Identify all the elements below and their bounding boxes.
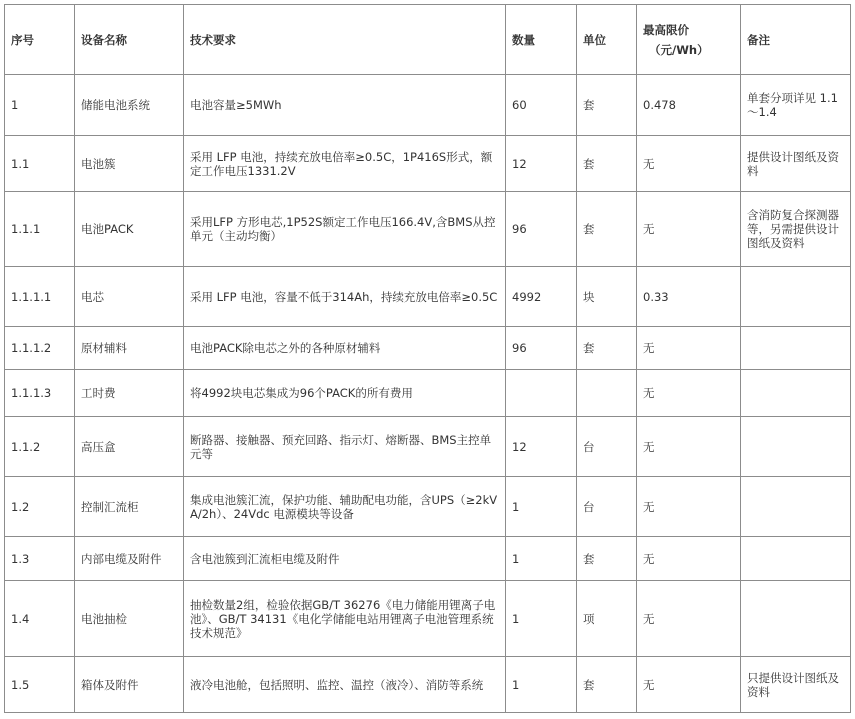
cell-note: 含消防复合探测器等，另需提供设计图纸及资料 [741, 192, 851, 267]
cell-note: 只提供设计图纸及资料 [741, 657, 851, 713]
cell-spec: 液冷电池舱，包括照明、监控、温控（液冷）、消防等系统 [184, 657, 506, 713]
cell-note [741, 477, 851, 537]
cell-note [741, 267, 851, 327]
header-price [637, 5, 741, 75]
cell-spec: 采用LFP 方形电芯,1P52S额定工作电压166.4V,含BMS从控单元（主动均衡） [184, 192, 506, 267]
cell-note: 提供设计图纸及资料 [741, 136, 851, 192]
cell-price: 0.33 [637, 267, 741, 327]
table-row [5, 581, 851, 657]
cell-spec: 集成电池簇汇流，保护功能、辅助配电功能，含UPS（≥2kVA/2h）、24Vdc 电源模块等设备 [184, 477, 506, 537]
cell-price: 无 [637, 370, 741, 417]
cell-spec: 电池容量≥5MWh [184, 75, 506, 136]
cell-unit: 项 [577, 581, 637, 657]
table-row [5, 477, 851, 537]
cell-note [741, 581, 851, 657]
cell-price: 无 [637, 417, 741, 477]
cell-name: 电池簇 [75, 136, 184, 192]
cell-qty: 1 [506, 537, 577, 581]
cell-name: 电池抽检 [75, 581, 184, 657]
cell-unit: 块 [577, 267, 637, 327]
cell-price: 无 [637, 477, 741, 537]
cell-name: 工时费 [75, 370, 184, 417]
cell-unit: 套 [577, 327, 637, 370]
cell-seq: 1.2 [5, 477, 75, 537]
cell-spec: 采用 LFP 电池，容量不低于314Ah，持续充放电倍率≥0.5C [184, 267, 506, 327]
cell-qty: 1 [506, 657, 577, 713]
header-row [5, 5, 851, 75]
table-row [5, 417, 851, 477]
cell-price: 无 [637, 327, 741, 370]
cell-unit: 套 [577, 136, 637, 192]
header-spec: 技术要求 [184, 5, 506, 75]
cell-seq: 1.1.1.2 [5, 327, 75, 370]
cell-seq: 1.1.1 [5, 192, 75, 267]
cell-unit: 套 [577, 657, 637, 713]
cell-name: 储能电池系统 [75, 75, 184, 136]
cell-qty: 1 [506, 581, 577, 657]
cell-name: 箱体及附件 [75, 657, 184, 713]
cell-name: 电池PACK [75, 192, 184, 267]
table-row [5, 657, 851, 713]
cell-name: 高压盒 [75, 417, 184, 477]
cell-spec: 含电池簇到汇流柜电缆及附件 [184, 537, 506, 581]
cell-seq: 1 [5, 75, 75, 136]
cell-seq: 1.1 [5, 136, 75, 192]
cell-name: 电芯 [75, 267, 184, 327]
cell-spec: 抽检数量2组，检验依据GB/T 36276《电力储能用锂离子电池》、GB/T 34131《电化学储能电站用锂离子电池管理系统技术规范》 [184, 581, 506, 657]
cell-spec: 采用 LFP 电池，持续充放电倍率≥0.5C，1P416S形式，额定工作电压1331.2V [184, 136, 506, 192]
table-row [5, 370, 851, 417]
cell-note [741, 537, 851, 581]
header-unit: 单位 [577, 5, 637, 75]
cell-spec: 将4992块电芯集成为96个PACK的所有费用 [184, 370, 506, 417]
cell-qty [506, 370, 577, 417]
cell-seq: 1.1.1.1 [5, 267, 75, 327]
cell-qty: 1 [506, 477, 577, 537]
equipment-spec-table [4, 4, 851, 713]
cell-seq: 1.1.1.3 [5, 370, 75, 417]
table-row [5, 75, 851, 136]
table-row [5, 537, 851, 581]
header-name: 设备名称 [75, 5, 184, 75]
cell-price: 无 [637, 581, 741, 657]
cell-qty: 12 [506, 417, 577, 477]
table-row [5, 136, 851, 192]
table-row [5, 327, 851, 370]
cell-name: 内部电缆及附件 [75, 537, 184, 581]
cell-spec: 电池PACK除电芯之外的各种原材辅料 [184, 327, 506, 370]
cell-qty: 4992 [506, 267, 577, 327]
cell-price: 无 [637, 657, 741, 713]
cell-price: 无 [637, 537, 741, 581]
cell-spec: 断路器、接触器、预充回路、指示灯、熔断器、BMS主控单元等 [184, 417, 506, 477]
header-note: 备注 [741, 5, 851, 75]
cell-qty: 60 [506, 75, 577, 136]
table-row [5, 192, 851, 267]
cell-note [741, 370, 851, 417]
cell-seq: 1.3 [5, 537, 75, 581]
cell-note: 单套分项详见 1.1～1.4 [741, 75, 851, 136]
cell-unit: 台 [577, 477, 637, 537]
cell-seq: 1.1.2 [5, 417, 75, 477]
cell-price: 无 [637, 192, 741, 267]
header-qty: 数量 [506, 5, 577, 75]
cell-unit: 套 [577, 192, 637, 267]
cell-seq: 1.5 [5, 657, 75, 713]
cell-price: 无 [637, 136, 741, 192]
cell-note [741, 417, 851, 477]
cell-price: 0.478 [637, 75, 741, 136]
cell-qty: 96 [506, 192, 577, 267]
cell-seq: 1.4 [5, 581, 75, 657]
cell-unit: 套 [577, 75, 637, 136]
cell-unit: 台 [577, 417, 637, 477]
header-price-unit: （元/Wh） [649, 42, 709, 57]
cell-unit [577, 370, 637, 417]
cell-unit: 套 [577, 537, 637, 581]
cell-name: 控制汇流柜 [75, 477, 184, 537]
table-row [5, 267, 851, 327]
cell-name: 原材辅料 [75, 327, 184, 370]
cell-qty: 12 [506, 136, 577, 192]
header-price-label: 最高限价 [643, 22, 689, 37]
header-seq: 序号 [5, 5, 75, 75]
cell-qty: 96 [506, 327, 577, 370]
cell-note [741, 327, 851, 370]
